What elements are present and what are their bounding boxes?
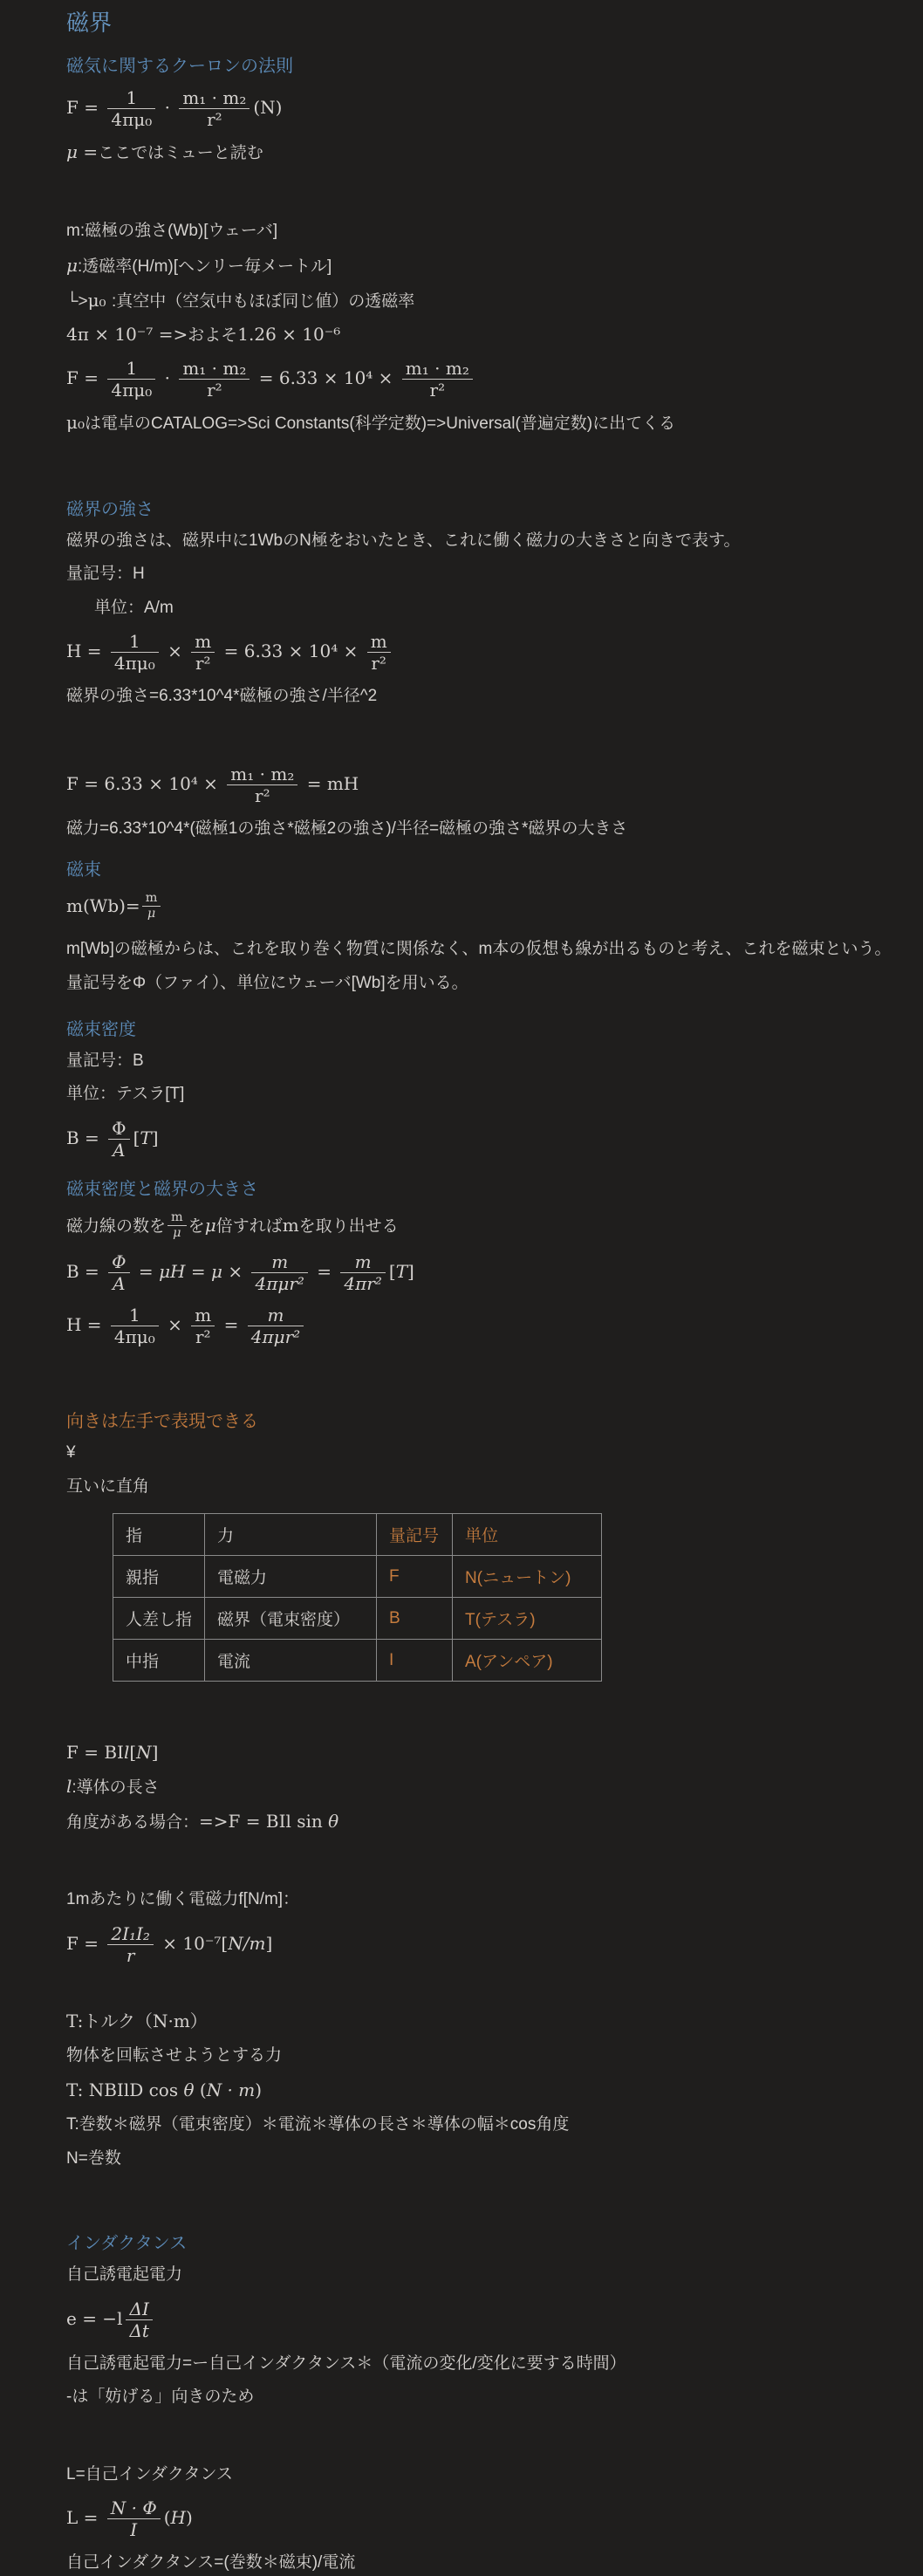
line-self-emf-words: 自己誘電起電力=ー自己インダクタンス＊（電流の変化/変化に要する時間） (66, 2353, 626, 2373)
formula-coulomb: F = $\frac{1}{\text{4πμ₀}}$ · $\frac{\text{m₁ · m₂}}{\text{r²}}$ (N) (66, 87, 283, 130)
table-cell: F (377, 1556, 453, 1598)
line-torque-def: T:トルク（N·m） (66, 2010, 208, 2031)
line-l-def: L=自己インダクタンス (66, 2464, 233, 2484)
formula-self-emf: e = −l $\frac{\Delta I}{\Delta t}$ (66, 2299, 899, 2341)
line-angle-case: 角度がある場合：=>F = BIl sin θ (66, 1810, 339, 1832)
line-symbol-b: 量記号：B (66, 1051, 144, 1070)
line-yen: ¥ (66, 1443, 76, 1463)
table-cell: 人差し指 (113, 1598, 205, 1640)
spacer (66, 1844, 899, 1879)
formula-bil: F = BIl[N] (66, 1742, 159, 1764)
table-header-row (113, 1514, 602, 1556)
line-torque-desc: 物体を回転させようとする力 (66, 2045, 283, 2065)
formula-coulomb-evaluated: F = $\frac{1}{\text{4πμ₀}}$ · $\frac{\text{m₁ · m₂}}{\text{r²}}$ = 6.33 × 10⁴ × $\frac{\text{m₁ · m₂}}{\text{r²}}$ (66, 358, 899, 401)
table-cell: T(テスラ) (453, 1598, 602, 1640)
table-header-cell: 量記号 (377, 1514, 453, 1556)
spacer (66, 718, 899, 753)
para-flux: m[Wb]の磁極からは、これを取り巻く物質に関係なく、m本の仮想も線が出るものと考え、これを磁束という。量記号をΦ（ファイ）、単位にウェーバ[Wb]を用いる。 (66, 939, 892, 992)
spacer (66, 1977, 899, 1999)
formula-flux-density: B = $\frac{\Phi}{A}$ [T] (66, 1117, 159, 1161)
heading-flux-density: 磁束密度 (66, 1019, 136, 1039)
spacer (66, 2419, 899, 2454)
spacer (66, 1358, 899, 1393)
page-title: 磁界 (66, 10, 113, 36)
line-mu-definition: μ:透磁率(H/m)[ヘンリー毎メートル] (66, 255, 332, 277)
formula-flux: m(Wb)= $\frac{m}{\mu}$ (66, 891, 899, 922)
spacer (66, 175, 899, 210)
table-cell: 親指 (113, 1556, 205, 1598)
line-symbol-h: 量記号：H (66, 565, 145, 584)
heading-left-hand-rule: 向きは左手で表現できる (66, 1412, 258, 1432)
spacer (66, 446, 899, 481)
heading-flux-density-vs-field: 磁束密度と磁界の大きさ (66, 1179, 258, 1199)
line-mu-reading: μ =ここではミューと読む (66, 141, 263, 162)
formula-h-expanded: H = $\frac{1}{\text{4πμ₀}}$ × $\frac{m}{\text{r²}}$ = $\frac{m}{\text{4πμr²}}$ (66, 1305, 899, 1347)
para-field-strength: 磁界の強さは、磁界中に1WbのN極をおいたとき、これに働く磁力の大きさと向きで表す。 (66, 531, 741, 550)
table-cell: 電流 (205, 1640, 377, 1682)
line-unit-h: 単位：A/m (94, 598, 174, 617)
line-unit-b: 単位：テスラ[T] (66, 1085, 185, 1104)
line-n-def: N=巻数 (66, 2148, 121, 2168)
heading-inductance: インダクタンス (66, 2234, 188, 2254)
line-force-note: 磁力=6.33*10^4*(磁極1の強さ*磁極2の強さ)/半径=磁極の強さ*磁界の大きさ (66, 819, 628, 838)
formula-torque: T: NBIlD cos θ (N · m) (66, 2079, 263, 2101)
table-header-cell: 指 (113, 1514, 205, 1556)
table-header-cell: 力 (205, 1514, 377, 1556)
line-m-definition: m:磁極の強さ(Wb)[ウェーバ] (66, 221, 278, 240)
table-cell: N(ニュートン) (453, 1556, 602, 1598)
table-header-cell: 単位 (453, 1514, 602, 1556)
line-mu0-definition: └>μ₀ :真空中（空気中もほぼ同じ値）の透磁率 (66, 289, 415, 311)
table-row (113, 1598, 602, 1640)
line-flux-lines: 磁力線の数を $\frac{m}{\mu}$ をμ倍すればmを取り出せる (66, 1209, 399, 1240)
line-self-emf: 自己誘電起電力 (66, 2265, 183, 2285)
line-torque-words: T:巻数＊磁界（電束密度）＊電流＊導体の長さ＊導体の幅＊cos角度 (66, 2115, 570, 2134)
table-cell: 電磁力 (205, 1556, 377, 1598)
line-field-strength-note: 磁界の強さ=6.33*10^4*磁極の強さ/半径^2 (66, 687, 378, 706)
table-cell: 中指 (113, 1640, 205, 1682)
line-conductor-length: l:導体の長さ (66, 1776, 160, 1798)
line-force-per-meter: 1mあたりに働く電磁力f[N/m]： (66, 1890, 300, 1909)
line-mu0-value: 4π × 10⁻⁷ =>およそ1.26 × 10⁻⁶ (66, 324, 341, 346)
table-cell: A(アンペア) (453, 1640, 602, 1682)
heading-field-strength: 磁界の強さ (66, 499, 154, 519)
formula-force-mh: F = 6.33 × 10⁴ × $\frac{\text{m₁ · m₂}}{\text{r²}}$ = mH (66, 763, 359, 806)
spacer (66, 1696, 899, 1730)
line-calculator-catalog: μ₀は電卓のCATALOG=>Sci Constants(科学定数)=>Universal(普遍定数)に出てくる (66, 412, 676, 434)
formula-parallel-wires: F = $\frac{\text{2I₁I₂}}{r}$ × 10⁻⁷[N/m] (66, 1922, 273, 1966)
heading-coulomb-law: 磁気に関するクーロンの法則 (66, 57, 293, 76)
spacer (66, 2180, 899, 2215)
table-cell: B (377, 1598, 453, 1640)
formula-b-muh: B = $\frac{\Phi}{A}$ = μH = μ × $\frac{m}{\text{4πμr²}}$ = $\frac{m}{\text{4πr²}}$ [T] (66, 1251, 414, 1295)
table-row (113, 1640, 602, 1682)
formula-self-inductance: L = $\frac{N \cdot \Phi}{I}$ (H) (66, 2497, 193, 2541)
table-row (113, 1556, 602, 1598)
left-hand-rule-table (113, 1513, 602, 1682)
heading-magnetic-flux: 磁束 (66, 860, 101, 880)
line-l-note: 自己インダクタンス=(巻数＊磁束)/電流 (66, 2553, 356, 2573)
formula-field-strength: H = $\frac{1}{\text{4πμ₀}}$ × $\frac{m}{\text{r²}}$ = 6.33 × 10⁴ × $\frac{m}{\text{r²}}$ (66, 631, 899, 674)
table-cell: I (377, 1640, 453, 1682)
line-self-emf-minus: -は「妨げる」向きのため (66, 2388, 255, 2407)
line-perpendicular: 互いに直角 (66, 1476, 150, 1496)
table-cell: 磁界（電束密度） (205, 1598, 377, 1640)
